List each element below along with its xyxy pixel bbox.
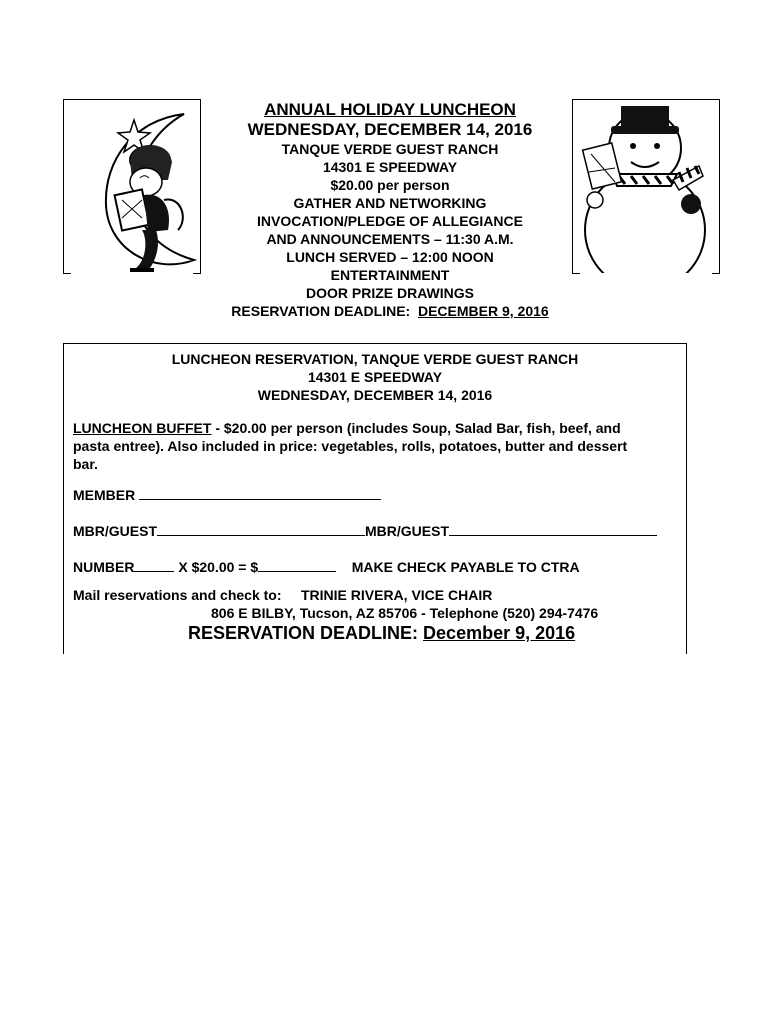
member-row — [73, 485, 677, 503]
number-label: NUMBER — [73, 559, 135, 575]
guest-label: MBR/GUEST — [73, 523, 157, 539]
santa-moon-clipart-frame — [63, 99, 201, 273]
buffet-text: - $20.00 per person (includes Soup, Salad Bar, fish, beef, and — [211, 420, 621, 436]
header-deadline-date: DECEMBER 9, 2016 — [417, 303, 549, 319]
buffet-text: pasta entree). Also included in price: vegetables, rolls, potatoes, butter and dessert — [73, 438, 628, 454]
agenda-line: LUNCH SERVED – 12:00 NOON — [286, 249, 494, 265]
form-heading: LUNCHEON RESERVATION, TANQUE VERDE GUEST RANCH — [171, 351, 579, 367]
mail-recipient: TRINIE RIVERA, VICE CHAIR — [300, 587, 493, 603]
event-price: $20.00 per person — [330, 177, 450, 193]
header-deadline-label: RESERVATION DEADLINE: — [231, 303, 411, 319]
member-field[interactable] — [139, 485, 381, 500]
header-deadline — [200, 302, 580, 320]
number-row — [73, 557, 677, 575]
guest-row — [73, 521, 677, 539]
reservation-form — [63, 343, 687, 654]
buffet-description — [73, 419, 677, 473]
event-title: ANNUAL HOLIDAY LUNCHEON — [264, 100, 516, 119]
mail-row — [73, 587, 677, 603]
event-address: 14301 E SPEEDWAY — [322, 159, 458, 175]
agenda-line: DOOR PRIZE DRAWINGS — [305, 285, 474, 301]
santa-moon-icon — [64, 100, 200, 273]
form-deadline-label: RESERVATION DEADLINE: — [188, 623, 419, 643]
mail-label: Mail reservations and check to: — [73, 587, 282, 603]
guest-field-2[interactable] — [449, 521, 657, 536]
form-address: 14301 E SPEEDWAY — [307, 369, 443, 385]
mail-address: 806 E BILBY, Tucson, AZ 85706 - Telephone (520) 294-7476 — [211, 605, 599, 621]
event-date: WEDNESDAY, DECEMBER 14, 2016 — [247, 120, 533, 139]
total-field[interactable] — [258, 557, 336, 572]
snowman-clipart-frame — [572, 99, 720, 273]
announcement-header — [200, 100, 580, 320]
buffet-text: bar. — [73, 456, 98, 472]
payable-note: MAKE CHECK PAYABLE TO CTRA — [351, 559, 580, 575]
agenda-line: GATHER AND NETWORKING — [293, 195, 487, 211]
guest-label: MBR/GUEST — [365, 523, 449, 539]
snowman-icon — [573, 100, 719, 273]
form-deadline — [188, 623, 677, 644]
event-venue: TANQUE VERDE GUEST RANCH — [281, 141, 499, 157]
buffet-label: LUNCHEON BUFFET — [73, 420, 212, 436]
agenda-line: ENTERTAINMENT — [330, 267, 450, 283]
member-label: MEMBER — [73, 487, 136, 503]
number-multiplier: X $20.00 = $ — [178, 559, 259, 575]
form-date: WEDNESDAY, DECEMBER 14, 2016 — [257, 387, 493, 403]
agenda-line: INVOCATION/PLEDGE OF ALLEGIANCE — [256, 213, 523, 229]
number-field[interactable] — [134, 557, 174, 572]
form-deadline-date: December 9, 2016 — [423, 623, 576, 643]
agenda-line: AND ANNOUNCEMENTS – 11:30 A.M. — [266, 231, 514, 247]
guest-field-1[interactable] — [157, 521, 365, 536]
